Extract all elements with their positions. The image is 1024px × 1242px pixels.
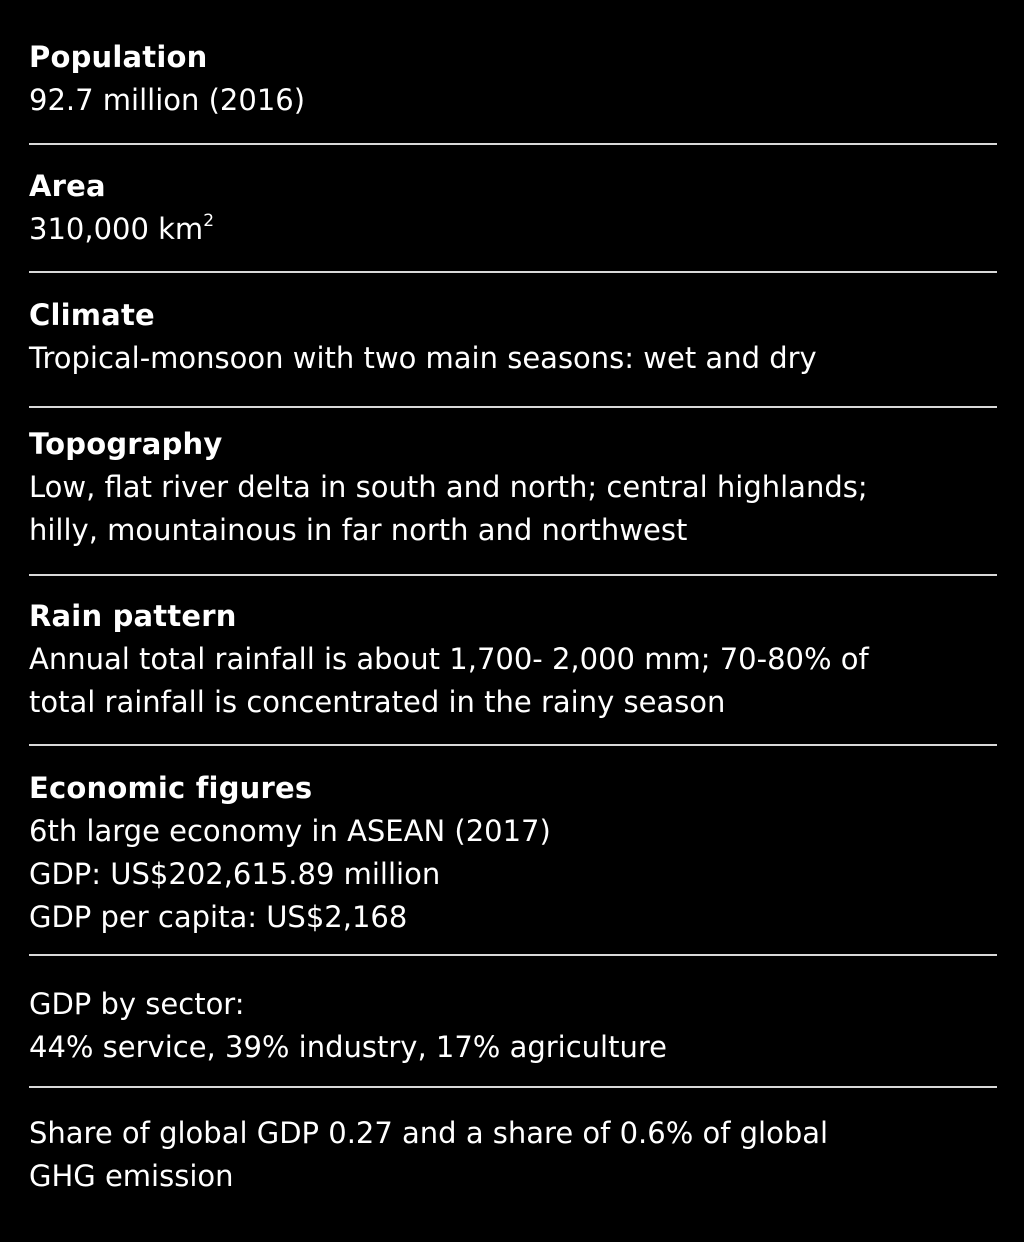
area-value-line <box>29 208 997 251</box>
topography-line: Low, flat river delta in south and north; central highlands; <box>29 470 868 504</box>
climate-value: Tropical-monsoon with two main seasons: wet and dry <box>29 341 817 375</box>
economic-figures-line: 6th large economy in ASEAN (2017) <box>29 814 551 848</box>
area-section <box>29 165 997 251</box>
divider <box>29 954 997 956</box>
gdp-by-sector-line: 44% service, 39% industry, 17% agriculture <box>29 1030 667 1064</box>
climate-heading: Climate <box>29 298 155 332</box>
global-share-section <box>29 1112 997 1198</box>
economic-figures-line: GDP per capita: US$2,168 <box>29 900 408 934</box>
divider <box>29 143 997 145</box>
economic-figures-line: GDP: US$202,615.89 million <box>29 857 441 891</box>
topography-heading: Topography <box>29 427 223 461</box>
divider <box>29 574 997 576</box>
area-value: 310,000 km <box>29 212 204 246</box>
area-heading: Area <box>29 169 106 203</box>
rain-pattern-heading: Rain pattern <box>29 599 237 633</box>
rain-pattern-line: Annual total rainfall is about 1,700- 2,000 mm; 70-80% of <box>29 642 869 676</box>
rain-pattern-line: total rainfall is concentrated in the rainy season <box>29 685 726 719</box>
divider <box>29 1086 997 1088</box>
topography-section <box>29 423 997 552</box>
population-heading: Population <box>29 40 208 74</box>
rain-pattern-section <box>29 595 997 724</box>
area-unit-superscript: 2 <box>203 211 215 231</box>
divider <box>29 406 997 408</box>
divider <box>29 271 997 273</box>
gdp-by-sector-section <box>29 983 997 1069</box>
economic-figures-heading: Economic figures <box>29 771 313 805</box>
climate-section <box>29 294 997 380</box>
global-share-line: GHG emission <box>29 1159 234 1193</box>
population-section <box>29 36 997 122</box>
economic-figures-section <box>29 767 997 939</box>
global-share-line: Share of global GDP 0.27 and a share of 0.6% of global <box>29 1116 829 1150</box>
divider <box>29 744 997 746</box>
population-value: 92.7 million (2016) <box>29 83 306 117</box>
gdp-by-sector-line: GDP by sector: <box>29 987 245 1021</box>
topography-line: hilly, mountainous in far north and northwest <box>29 513 688 547</box>
